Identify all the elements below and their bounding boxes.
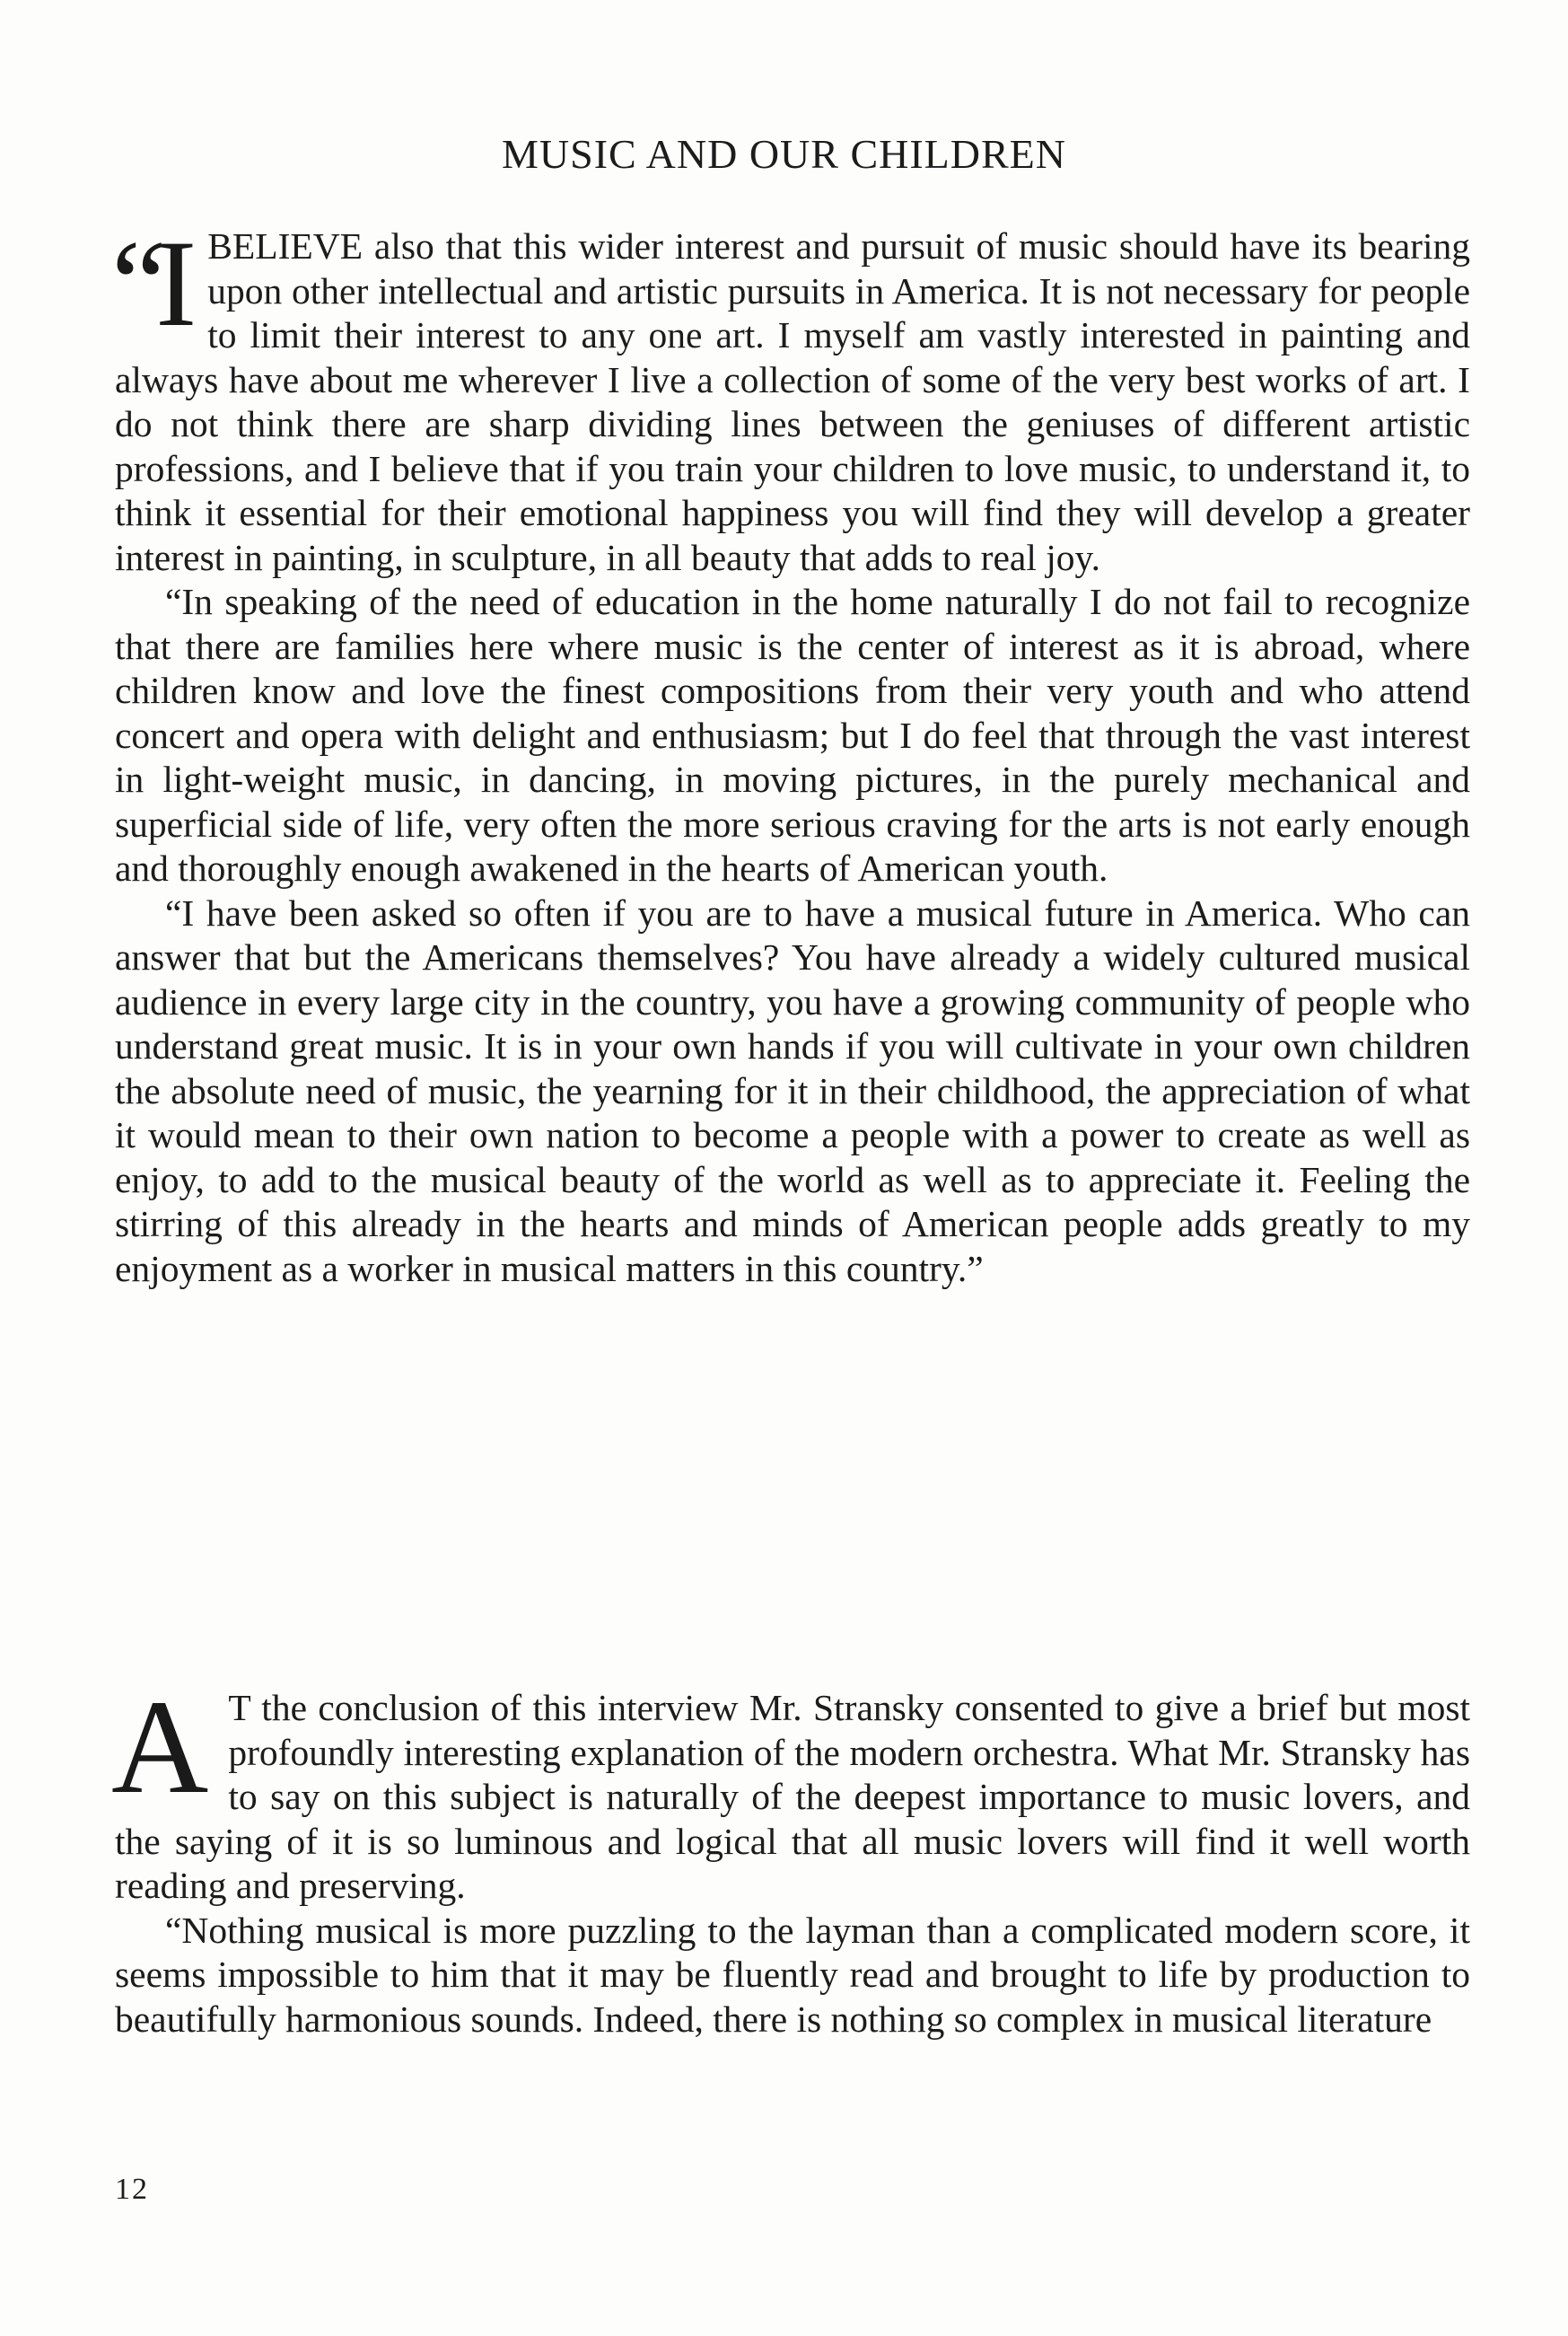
drop-cap-a: A (111, 1673, 209, 1822)
paragraph-opening-text: BELIEVE also that this wider interest and pursuit of music should have its bearing upon other intellectual and artistic pursuits in America. It is not necessary for people to limit their interest to any one art. I myself am vastly interested in painting and always have about me wherever I live a collection of some of the very best works of art. I do not think there are sharp dividing lines between the geniuses of different artistic professions, and I believe that if you train your children to love music, to understand it, to think it essential for their emotional happiness you will find they will develop a greater interest in painting, in sculpture, in all beauty that adds to real joy. (115, 225, 1470, 578)
paragraph-opening (111, 215, 1470, 580)
paragraph-education-in-home: “In speaking of the need of education in the home naturally I do not fail to recognize that there are families here where music is the center of interest as it is abroad, where children know and love the finest compositions from their very youth and who attend concert and opera with delight and enthusiasm; but I do feel that through the vast interest in light-weight music, in dancing, in moving pictures, in the purely mechanical and superficial side of life, very often the more serious craving for the arts is not early enough and thoroughly enough awakened in the hearts of American youth. (115, 581, 1470, 889)
paragraph-modern-score: “Nothing musical is more puzzling to the layman than a complicated modern score, it seems impossible to him that it may be fluently read and brought to life by production to beautifully harmonious sounds. Indeed, there is nothing so complex in musical literature (115, 1909, 1470, 2040)
page-number: 12 (115, 2173, 149, 2206)
paragraph-musical-future: “I have been asked so often if you are to have a musical future in America. Who can answer that but the Americans themselves? You have already a widely cultured musical audience in every large city in the country, you have a growing community of people who understand great music. It is in your own hands if you will cultivate in your own children the absolute need of music, the yearning for it in their childhood, the appreciation of what it would mean to their own nation to become a people with a power to create as well as enjoy, to add to the musical beauty of the world as well as to appreciate it. Feeling the stirring of this already in the hearts and minds of American people adds greatly to my enjoyment as a worker in musical matters in this country.” (115, 891, 1470, 1289)
paragraph-conclusion-text: T the conclusion of this interview Mr. Stransky consented to give a brief but most profoundly interesting explanation of the modern orchestra. What Mr. Stransky has to say on this subject is naturally of the deepest importance to music lovers, and the saying of it is so luminous and logical that all music lovers will find it well worth reading and preserving. (115, 1687, 1470, 1906)
orchestra-section (111, 1673, 1470, 2042)
drop-cap-quote-i: “I (111, 215, 187, 352)
interview-section (111, 215, 1470, 1291)
paragraph-conclusion (111, 1673, 1470, 1909)
page-title: MUSIC AND OUR CHILDREN (502, 131, 1066, 177)
